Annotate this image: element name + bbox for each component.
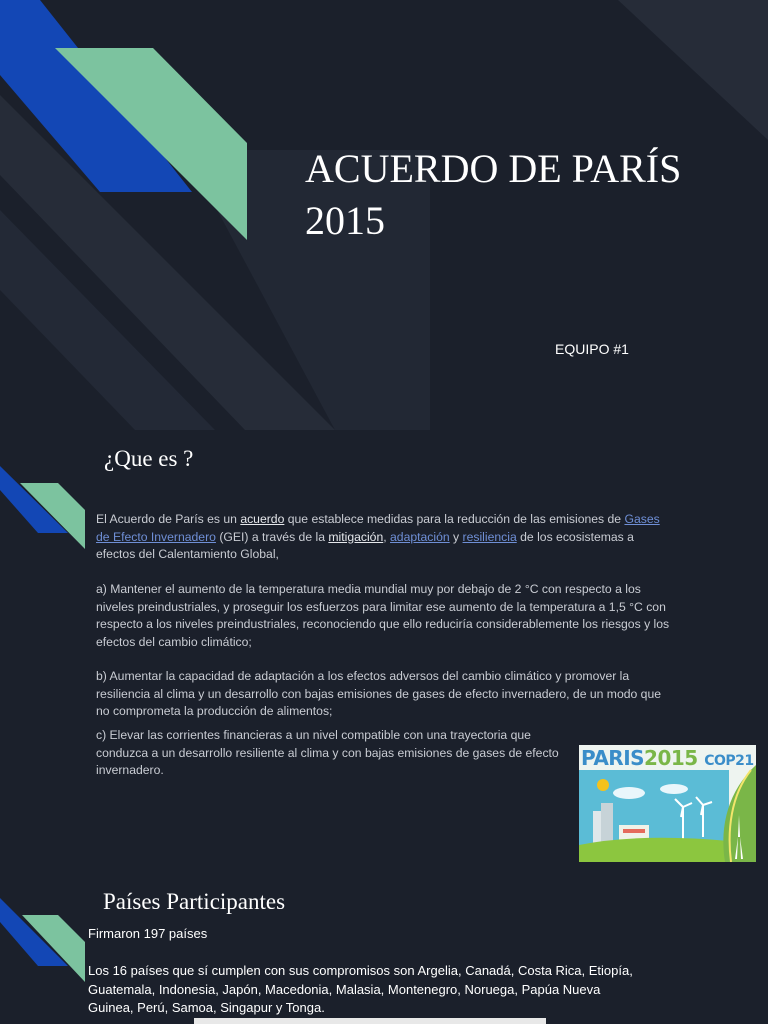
logo-cop: COP21: [704, 753, 754, 769]
intro-text-5: y: [449, 529, 463, 544]
slide-title: [305, 143, 745, 247]
intro-text-2: que establece medidas para la reducción de las emisiones de: [284, 512, 625, 526]
intro-paragraph: [96, 511, 674, 564]
gray-band-top-right: [618, 0, 768, 140]
link-acuerdo[interactable]: acuerdo: [240, 512, 285, 526]
team-label: EQUIPO #1: [555, 341, 629, 357]
sun-icon: [597, 779, 609, 791]
logo-year: 2015: [644, 746, 698, 770]
title-line-1: ACUERDO DE PARÍS: [305, 146, 682, 191]
intro-text-4: ,: [383, 529, 391, 544]
bottom-image-edge: [194, 1018, 546, 1024]
logo-paris: PARIS: [581, 746, 645, 770]
logo-text: [581, 746, 754, 770]
intro-text-3: (GEI) a través de la: [215, 529, 329, 544]
link-mitigacion[interactable]: mitigación: [328, 529, 384, 544]
point-b: b) Aumentar la capacidad de adaptación a los efectos adversos del cambio climático y promover la resiliencia al clima y un desarrollo con bajas emisiones de gases de efecto invernadero, de un modo que no comprometa la producción de alimentos;: [96, 669, 662, 718]
title-line-2: 2015: [305, 198, 385, 243]
compliant-countries: Los 16 países que sí cumplen con sus compromisos son Argelia, Canadá, Costa Rica, Etiopía, Guatemala, Indonesia, Japón, Macedonia, Malasia, Montenegro, Noruega, Papúa Nueva Guinea, Perú, Samoa, Singapur y Tonga.: [88, 963, 633, 1015]
point-c: c) Elevar las corrientes financieras a un nivel compatible con una trayectoria que conduzca a un desarrollo resiliente al clima y con bajas emisiones de gases de efecto invernadero.: [96, 728, 559, 777]
point-a: a) Mantener el aumento de la temperatura media mundial muy por debajo de 2 °C con respecto a los niveles preindustriales, y proseguir los esfuerzos para limitar ese aumento de la temperatura a 1,5 °C con respecto a los niveles preindustriales, reconociendo que ello reduciría considerablemente los riesgos y los efectos del cambio climático;: [96, 582, 670, 649]
signed-countries: Firmaron 197 países: [88, 926, 208, 941]
intro-text-1: El Acuerdo de París es un: [96, 512, 241, 526]
link-resiliencia[interactable]: resiliencia: [462, 529, 517, 544]
section-heading-que-es: ¿Que es ?: [104, 446, 194, 471]
intro-text-6: de los ecosistemas a efectos del Calentamiento Global,: [96, 529, 634, 561]
paris-cop21-logo: [579, 745, 756, 862]
link-gei[interactable]: Gases de Efecto Invernadero: [96, 512, 660, 544]
logo-grass: [579, 838, 729, 862]
link-adaptacion[interactable]: adaptación: [390, 529, 450, 544]
section-heading-paises: Países Participantes: [103, 889, 286, 914]
